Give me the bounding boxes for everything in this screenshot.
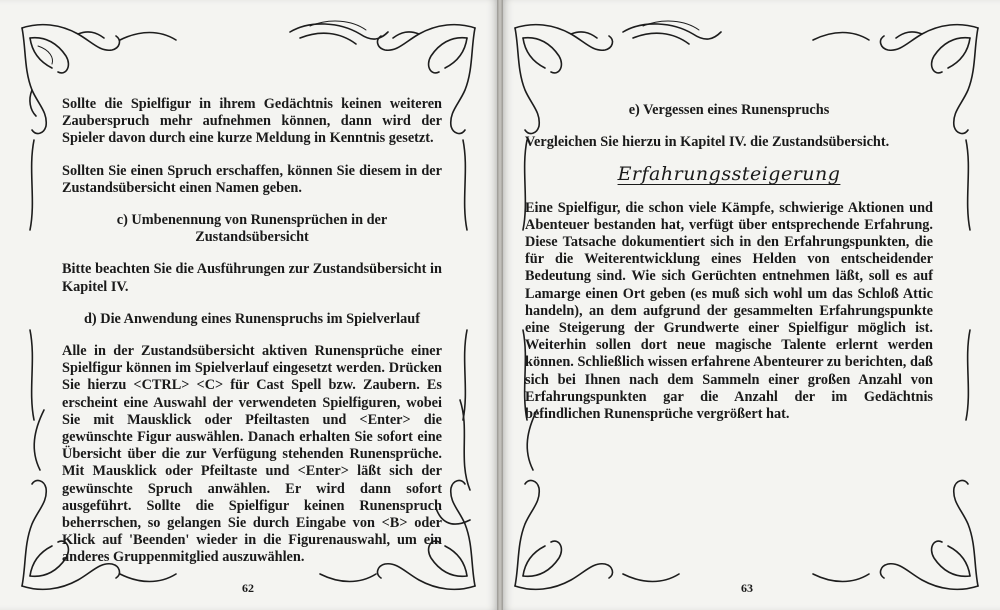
paragraph: Sollten Sie einen Spruch erschaffen, können Sie diesem in der Zustandsübersicht einen Namen geben. — [62, 162, 442, 196]
paragraph: Vergleichen Sie hierzu in Kapitel IV. die Zustandsübersicht. — [525, 134, 890, 151]
left-page-text — [62, 96, 442, 582]
section-heading-e: e) Vergessen eines Runenspruchs — [628, 102, 830, 118]
paragraph: Sollte die Spielfigur in ihrem Gedächtnis keinen weiteren Zauberspruch mehr aufnehmen können, dann wird der Spieler davon durch eine kurze Meldung in Kenntnis gesetzt. — [62, 96, 442, 147]
paragraph: Alle in der Zustandsübersicht aktiven Runensprüche einer Spielfigur können im Spielverlauf eingesetzt werden. Drücken Sie hierzu <CTRL> <C> für Cast Spell bzw. Zaubern. Es erscheint eine Auswahl der verwendeten Spielfiguren, wobei Sie mit Mausklick oder Pfeiltasten und <Enter> die gewünschte Figur auswählen. Danach erhalten Sie sofort eine Übersicht über die zur Verfügung stehenden Runensprüche. Mit Mausklick oder Pfeiltaste und <Enter> läßt sich der gewünschte Spruch anwählen. Er wird dann sofort ausgeführt. Sollte die Spielfigur keinen Runenspruch beherrschen, so gelangen Sie durch Eingabe von <B> oder Klick auf 'Beenden' wieder in die Figurenauswahl, um ein anderes Gruppenmitglied auszuwählen. — [62, 343, 442, 566]
paragraph: Eine Spielfigur, die schon viele Kämpfe, schwierige Aktionen und Abenteuer bestanden hat, verfügt über entsprechende Erfahrung. Diese Tatsache dokumentiert sich in den Erfahrungspunkten, die für die Weiterentwicklung eines Helden von entscheidender Bedeutung sind. Wie sich Gerüchten entnehmen läßt, soll es auf Lamarge einen Ort geben (es muß sich wohl um das Schloß Attic handeln), an dem aufgrund der gesammelten Erfahrungspunkte eine Steigerung der Grundwerte einer Spielfigur möglich ist. Weiterhin sollen dort neue magische Talente erlernt werden können. Schließlich wissen erfahrene Abenteurer zu berichten, daß sich bei Ihnen nach dem Sammeln einer großen Anzahl von Erfahrungspunkten gar die Anzahl der im Gedächtnis befindlichen Runensprüche vergrößert hat. — [525, 199, 933, 423]
right-page-text — [525, 102, 933, 438]
section-heading-c: c) Umbenennung von Runensprüchen in der Zustandsübersicht — [116, 212, 388, 246]
page-number: 63 — [741, 581, 753, 595]
right-page — [503, 0, 1000, 610]
page-number: 62 — [242, 581, 254, 595]
paragraph: Bitte beachten Sie die Ausführungen zur Zustandsübersicht in Kapitel IV. — [62, 261, 442, 295]
chapter-heading: Erfahrungssteigerung — [617, 163, 841, 186]
section-heading-d: d) Die Anwendung eines Runenspruchs im Spielverlauf — [83, 310, 421, 327]
left-page — [0, 0, 497, 610]
